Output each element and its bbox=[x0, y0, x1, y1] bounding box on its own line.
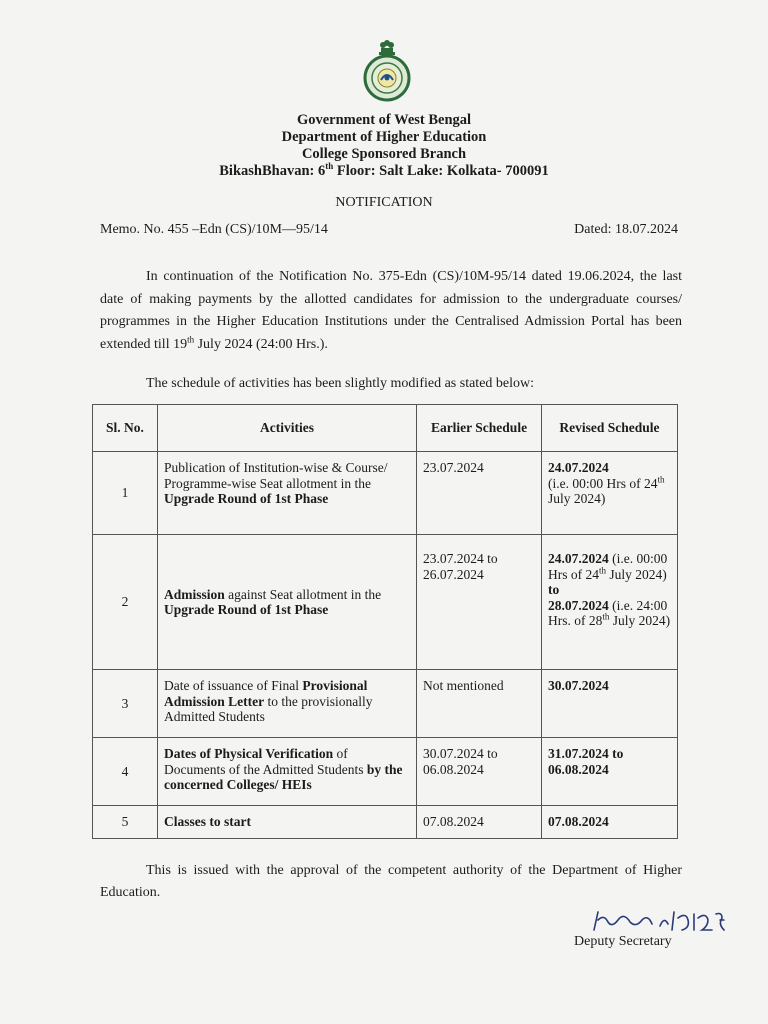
col-activities: Activities bbox=[158, 405, 417, 452]
schedule-intro: The schedule of activities has been slightly modified as stated below: bbox=[146, 376, 535, 391]
revised-schedule: 07.08.2024 bbox=[542, 806, 678, 839]
memo-number: Memo. No. 455 –Edn (CS)/10M—95/14 bbox=[100, 222, 328, 237]
activity: Dates of Physical Verification of Documents of the Admitted Students by the concerned Colleges/ HEIs bbox=[158, 738, 417, 806]
table-row bbox=[93, 806, 678, 839]
sl-no: 4 bbox=[93, 738, 158, 806]
activity: Publication of Institution-wise & Course/ Programme-wise Seat allotment in the Upgrade Round of 1st Phase bbox=[158, 452, 417, 535]
revised-schedule: 31.07.2024 to 06.08.2024 bbox=[542, 738, 678, 806]
table-row bbox=[93, 535, 678, 670]
table-header-row bbox=[93, 405, 678, 452]
table-row bbox=[93, 452, 678, 535]
revised-schedule: 24.07.2024 (i.e. 00:00 Hrs of 24th July 2024) bbox=[542, 452, 678, 535]
activity: Date of issuance of Final Provisional Admission Letter to the provisionally Admitted Students bbox=[158, 670, 417, 738]
handwritten-signature bbox=[590, 908, 730, 936]
closing-statement: This is issued with the approval of the competent authority of the Department of Higher Education. bbox=[100, 863, 682, 900]
office-address: BikashBhavan: 6th Floor: Salt Lake: Kolkata- 700091 bbox=[219, 161, 549, 179]
activity: Classes to start bbox=[158, 806, 417, 839]
sl-no: 5 bbox=[93, 806, 158, 839]
department-name: Department of Higher Education bbox=[281, 129, 487, 145]
signatory-title: Deputy Secretary bbox=[574, 934, 672, 949]
col-earlier-schedule: Earlier Schedule bbox=[417, 405, 542, 452]
west-bengal-emblem-icon bbox=[360, 38, 414, 104]
earlier-schedule: 07.08.2024 bbox=[417, 806, 542, 839]
govt-name: Government of West Bengal bbox=[296, 112, 472, 128]
col-sl-no: Sl. No. bbox=[93, 405, 158, 452]
revised-schedule: 30.07.2024 bbox=[542, 670, 678, 738]
sl-no: 1 bbox=[93, 452, 158, 535]
revised-schedule: 24.07.2024 (i.e. 00:00 Hrs of 24th July 2024) to 28.07.2024 (i.e. 24:00 Hrs. of 28th July 2024) bbox=[542, 535, 678, 670]
schedule-table bbox=[92, 404, 678, 839]
table-row bbox=[93, 738, 678, 806]
notification-body: In continuation of the Notification No. 375-Edn (CS)/10M-95/14 dated 19.06.2024, the last date of making payments by the allotted candidates for admission to the undergraduate courses/ programmes in the Higher Education Institutions under the Centralised Admission Portal has been extended till 19th July 2024 (24:00 Hrs.). bbox=[100, 269, 682, 352]
letterhead bbox=[0, 112, 768, 180]
sl-no: 2 bbox=[93, 535, 158, 670]
notification-title: NOTIFICATION bbox=[335, 195, 433, 210]
activity: Admission against Seat allotment in the Upgrade Round of 1st Phase bbox=[158, 535, 417, 670]
col-revised-schedule: Revised Schedule bbox=[542, 405, 678, 452]
earlier-schedule: 30.07.2024 to 06.08.2024 bbox=[417, 738, 542, 806]
memo-date: Dated: 18.07.2024 bbox=[574, 222, 678, 237]
sl-no: 3 bbox=[93, 670, 158, 738]
earlier-schedule: 23.07.2024 to 26.07.2024 bbox=[417, 535, 542, 670]
earlier-schedule: Not mentioned bbox=[417, 670, 542, 738]
table-row bbox=[93, 670, 678, 738]
earlier-schedule: 23.07.2024 bbox=[417, 452, 542, 535]
branch-name: College Sponsored Branch bbox=[301, 146, 467, 162]
